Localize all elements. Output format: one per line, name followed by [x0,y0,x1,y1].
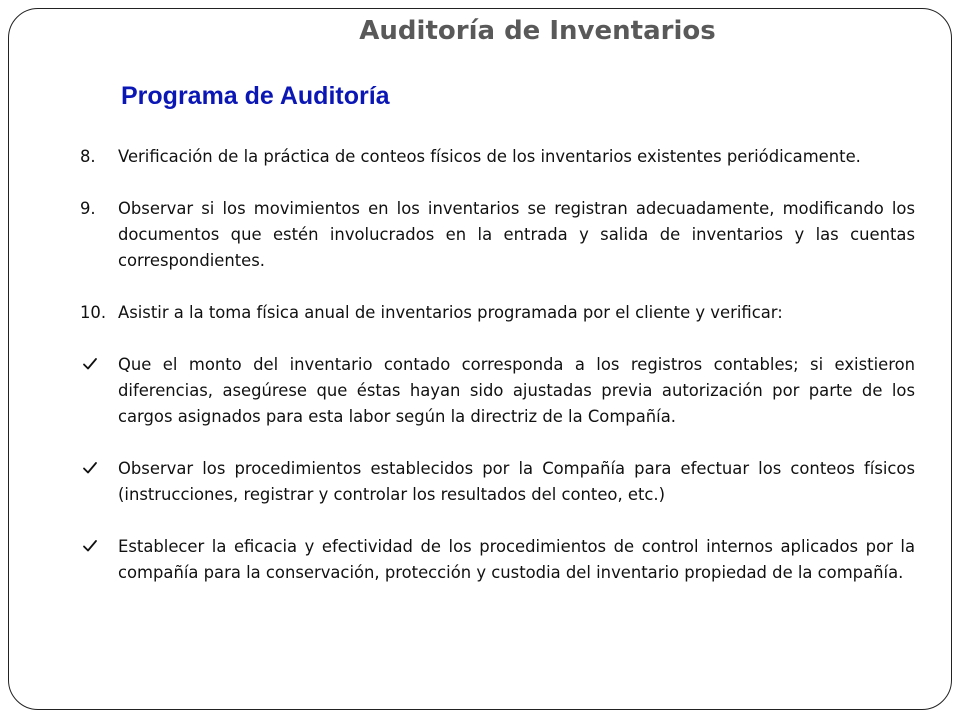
check-item-text: Establecer la eficacia y efectividad de los procedimientos de control internos aplicados por la compañía para la conservación, protección y custodia del inventario propiedad de la compañía. [118,537,915,582]
check-item-1 [80,352,915,430]
check-marker [80,534,118,586]
checkmark-icon [82,356,98,372]
item-number: 10. [80,303,107,322]
slide-title: Auditoría de Inventarios [359,16,716,46]
slide-subtitle: Programa de Auditoría [121,82,390,110]
check-item-text: Que el monto del inventario contado corresponda a los registros contables; si existieron diferencias, asegúrese que éstas hayan sido ajustadas previa autorización por parte de los cargos asignados para esta labor según la directriz de la Compañía. [118,355,915,426]
check-item-text: Observar los procedimientos establecidos por la Compañía para efectuar los conteos físicos (instrucciones, registrar y controlar los resultados del conteo, etc.) [118,459,915,504]
checkmark-icon [82,538,98,554]
item-number: 9. [80,199,96,218]
check-item-2 [80,456,915,508]
item-number: 8. [80,147,96,166]
numbered-item-8 [80,144,915,170]
slide-content [80,144,915,612]
check-marker [80,456,118,508]
check-marker [80,352,118,430]
check-item-3 [80,534,915,586]
item-text: Observar si los movimientos en los inventarios se registran adecuadamente, modificando los documentos que estén involucrados en la entrada y salida de inventarios y las cuentas correspondientes. [118,199,915,270]
item-text: Asistir a la toma física anual de inventarios programada por el cliente y verificar: [118,303,783,322]
numbered-item-10 [80,300,915,326]
item-text: Verificación de la práctica de conteos físicos de los inventarios existentes periódicamente. [118,147,861,166]
checkmark-icon [82,460,98,476]
numbered-item-9 [80,196,915,274]
